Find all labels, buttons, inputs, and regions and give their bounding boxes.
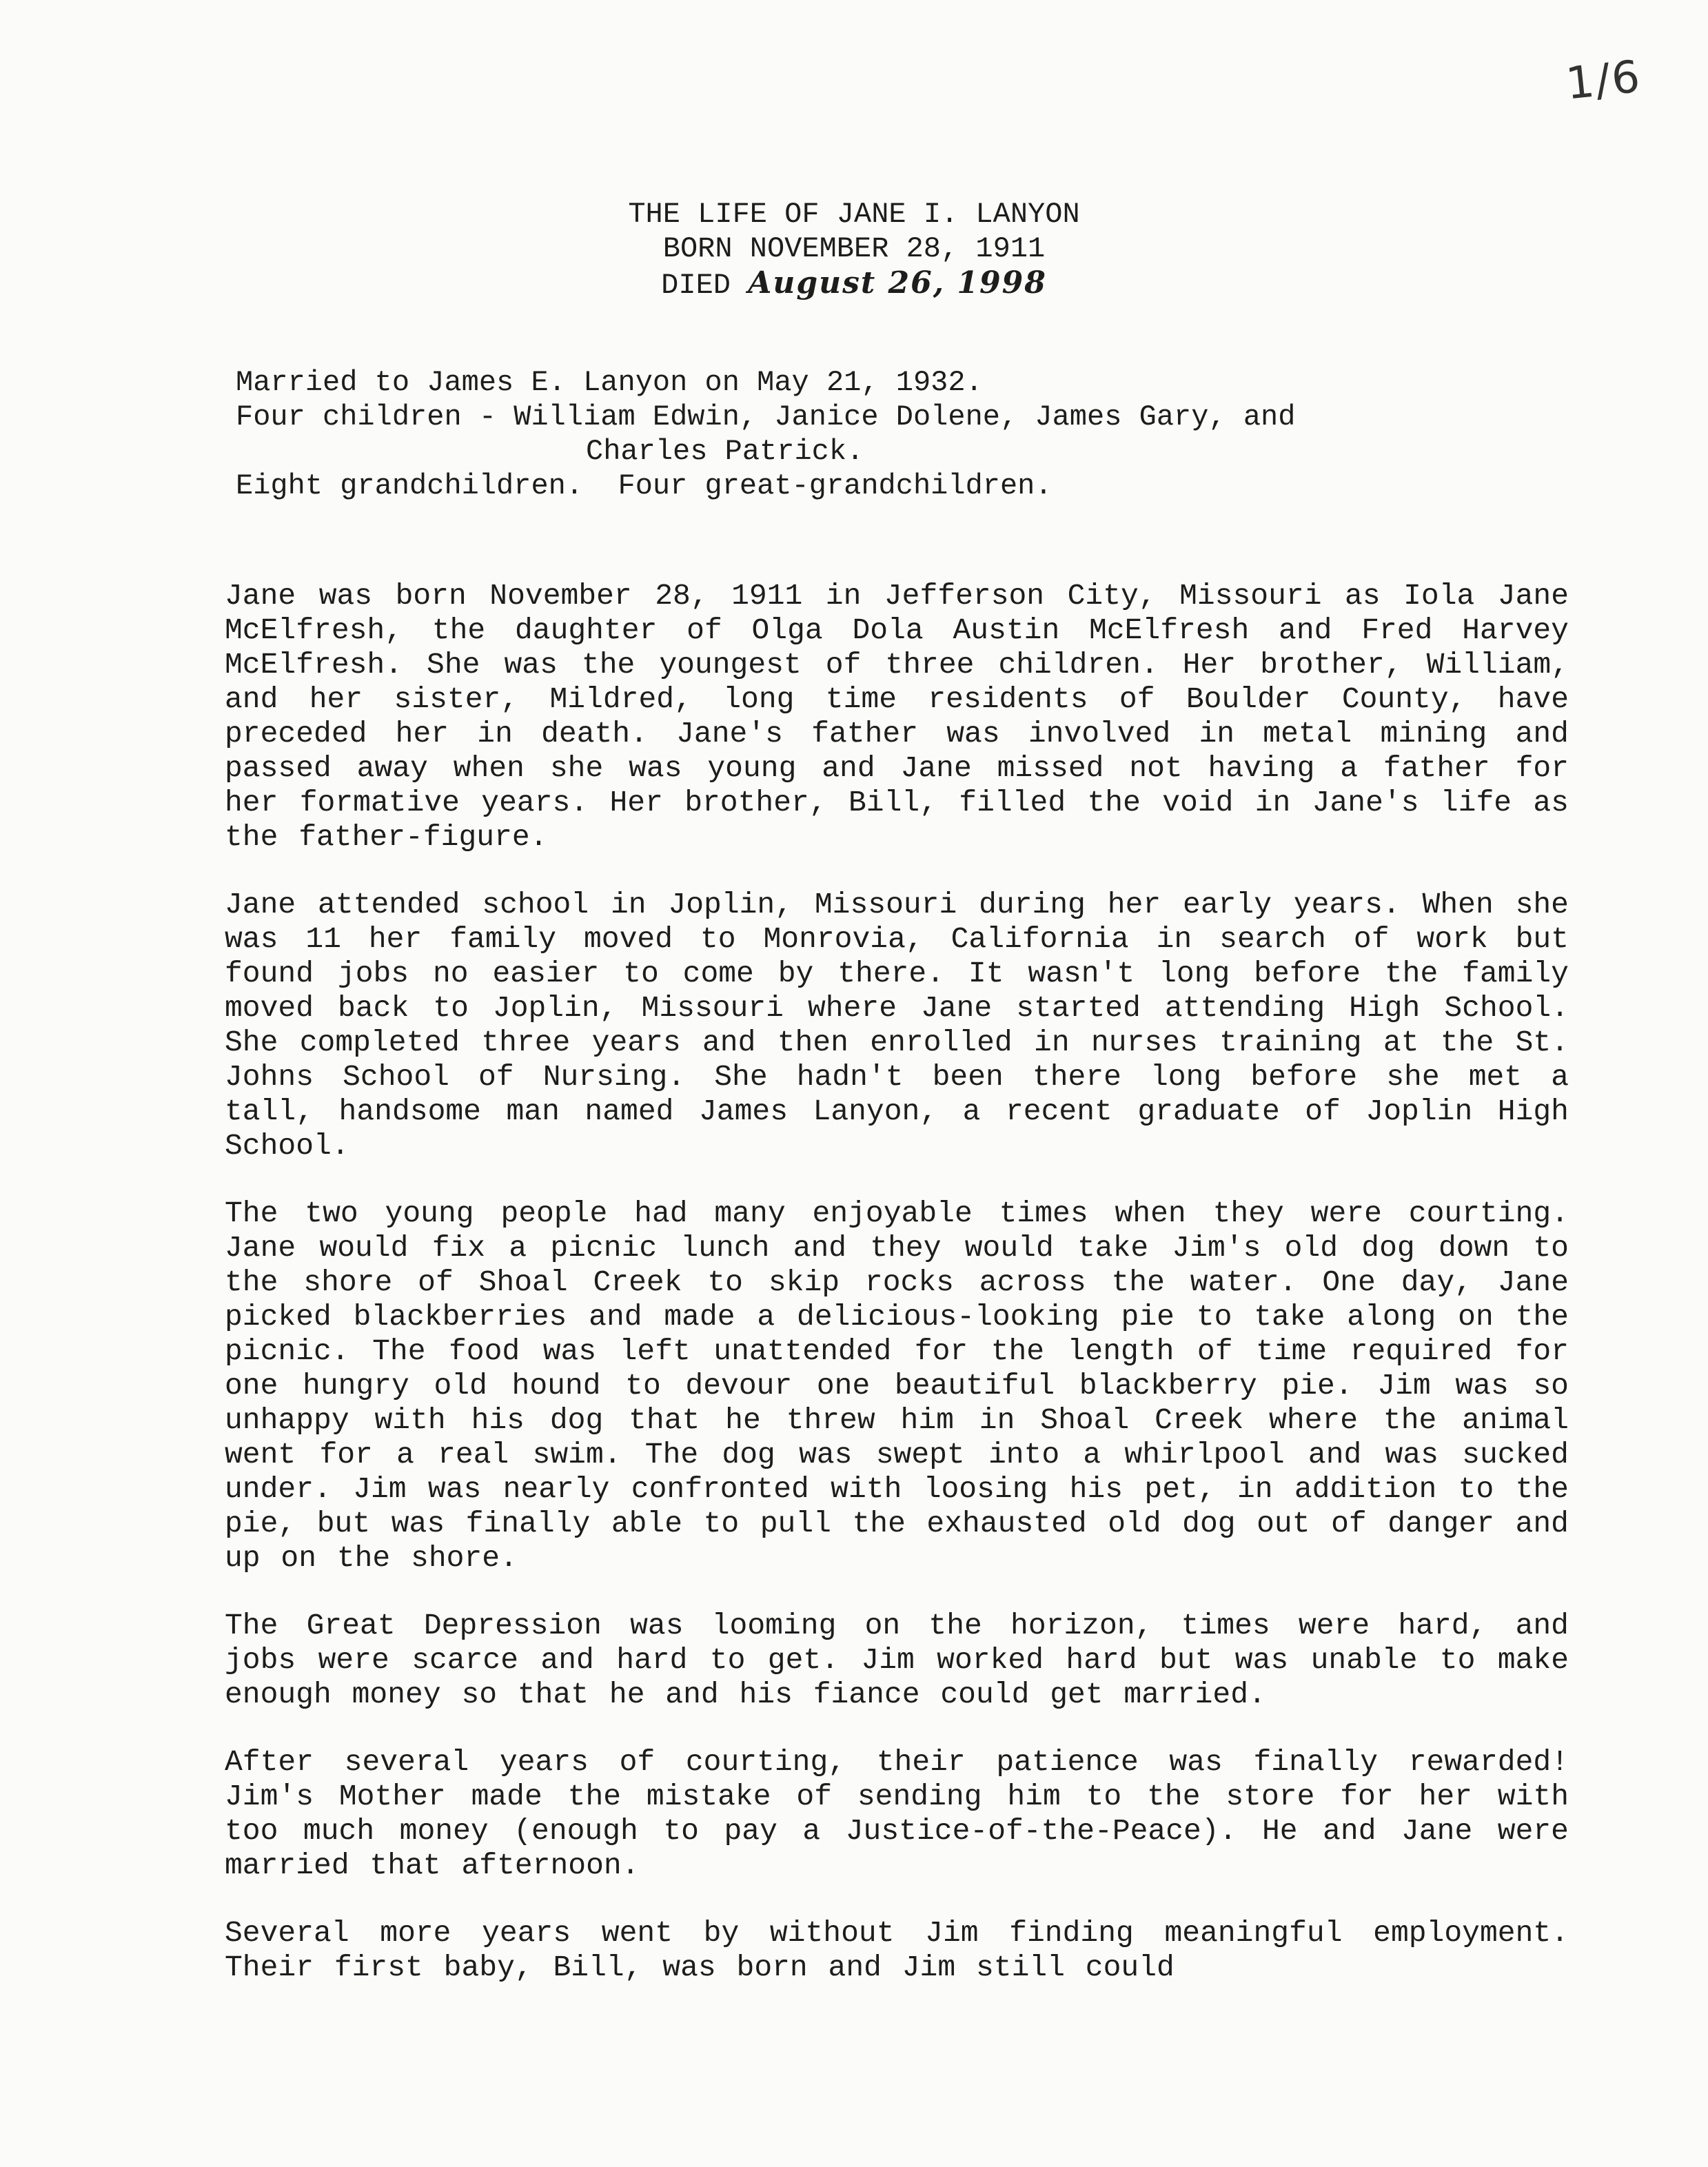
summary-grandchildren: Eight grandchildren. Four great-grandchildren. (236, 469, 1053, 502)
biography-body (225, 579, 1569, 2018)
family-summary (236, 365, 1295, 503)
document-title: THE LIFE OF JANE I. LANYON (628, 198, 1080, 231)
page-number: 1/6 (1563, 51, 1644, 110)
paragraph: The two young people had many enjoyable times when they were courting. Jane would fix a picnic lunch and they would take Jim's old dog down to the shore of Shoal Creek to skip rocks across the water. One day, Jane picked blackberries and made a delicious-looking pie to take along on the picnic. The food was left unattended for the length of time required for one hungry old hound to devour one beautiful blackberry pie. Jim was so unhappy with his dog that he threw him in Shoal Creek where the animal went for a real swim. The dog was swept into a whirlpool and was sucked under. Jim was nearly confronted with loosing his pet, in addition to the pie, but was finally able to pull the exhausted old dog out of danger and up on the shore. (225, 1197, 1569, 1575)
summary-marriage: Married to James E. Lanyon on May 21, 1932. (236, 366, 983, 399)
paragraph: After several years of courting, their patience was finally rewarded! Jim's Mother made the mistake of sending him to the store for her with too much money (enough to pay a Justice-of-the-Peace). He and Jane were married that afternoon. (225, 1745, 1569, 1882)
document-header (0, 197, 1708, 303)
died-handwritten-date: August 26, 1998 (748, 265, 1047, 301)
died-label: DIED (661, 269, 731, 302)
paragraph: Jane was born November 28, 1911 in Jefferson City, Missouri as Iola Jane McElfresh, the daughter of Olga Dola Austin McElfresh and Fred Harvey McElfresh. She was the youngest of three children. Her brother, William, and her sister, Mildred, long time residents of Boulder County, have preceded her in death. Jane's father was involved in metal mining and passed away when she was young and Jane missed not having a father for her formative years. Her brother, Bill, filled the void in Jane's life as the father-figure. (225, 579, 1569, 854)
paragraph: The Great Depression was looming on the horizon, times were hard, and jobs were scarce and hard to get. Jim worked hard but was unable to make enough money so that he and his fiance could get married. (225, 1609, 1569, 1711)
birth-date: BORN NOVEMBER 28, 1911 (662, 232, 1046, 265)
death-date-line (0, 266, 1708, 303)
summary-children-cont: Charles Patrick. (586, 435, 864, 468)
paragraph: Several more years went by without Jim finding meaningful employment. Their first baby, Bill, was born and Jim still could (225, 1916, 1569, 1984)
summary-children: Four children - William Edwin, Janice Dolene, James Gary, and (236, 400, 1296, 434)
paragraph: Jane attended school in Joplin, Missouri during her early years. When she was 11 her family moved to Monrovia, California in search of work but found jobs no easier to come by there. It wasn't long before the family moved back to Joplin, Missouri where Jane started attending High School. She completed three years and then enrolled in nurses training at the St. Johns School of Nursing. She hadn't been there long before she met a tall, handsome man named James Lanyon, a recent graduate of Joplin High School. (225, 888, 1569, 1163)
